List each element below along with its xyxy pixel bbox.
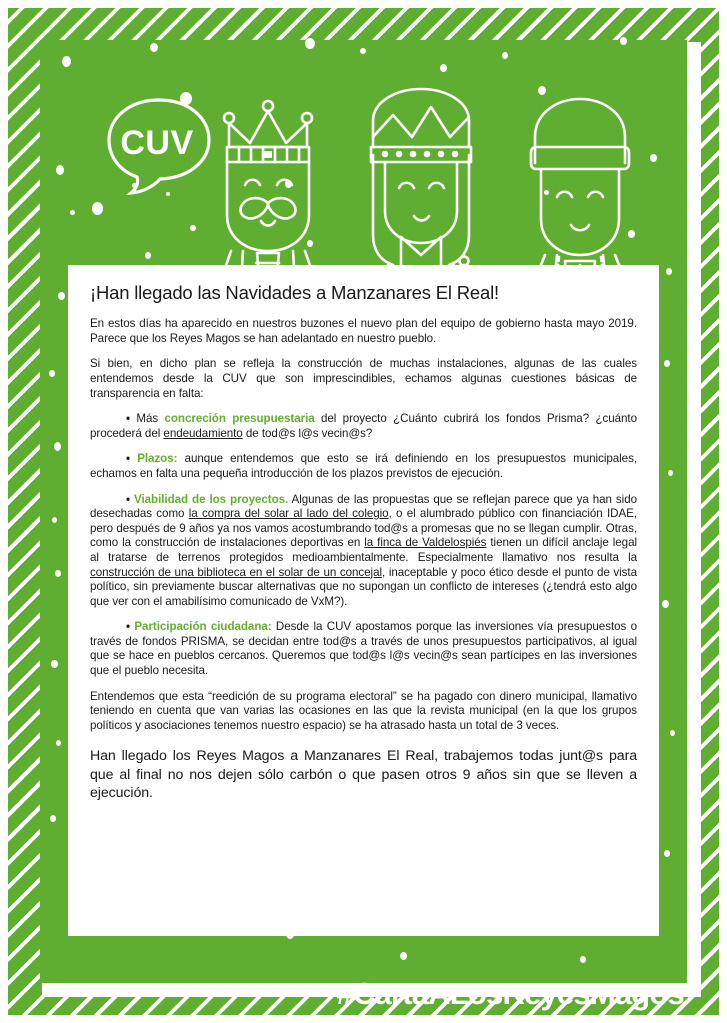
- bullet-viabilidad: [90, 493, 637, 610]
- bullet-underlined-term: endeudamiento: [163, 426, 243, 440]
- snow-dot: [58, 292, 65, 300]
- hashtag-label: #CartaALosReyesMagos: [336, 976, 684, 1011]
- bullet-underlined-term-colegio: la compra del solar al lado del colegio: [188, 507, 389, 521]
- snow-dot: [56, 165, 64, 175]
- bullet-body: aunque entendemos que esto se irá definiendo en los presupuestos municipales, echamos en falta una pequeña introducción de los plazos previstos de ejecución.: [90, 452, 637, 480]
- bullet-highlight: Participación ciudadana:: [134, 620, 272, 634]
- bullet-seg3: tienen un difícil anclaje legal al tratarse de terrenos protegidos medioambientalmente. Especialmente llamativo nos resulta la: [90, 536, 638, 564]
- snow-dot: [54, 442, 61, 451]
- bullet-seg2: , o el alumbrado público con financiación IDAE, pero después de 9 años ya nos vamos acostumbrando tod@s a promesas que no se llegan cumplir. Otras, como la construcción de instalaciones deportivas en: [90, 507, 637, 550]
- snow-dot: [400, 952, 407, 960]
- content-card: [68, 265, 659, 936]
- snow-dot: [664, 850, 670, 857]
- bullet-highlight: Plazos:: [137, 452, 178, 466]
- bullet-body-b: de tod@s l@s vecin@s?: [242, 426, 373, 440]
- paragraph-intro: En estos días ha aparecido en nuestros buzones el nuevo plan del equipo de gobierno hasta mayo 2019. Parece que los Reyes Magos se han adelantado en nuestro pueblo.: [90, 317, 637, 345]
- snow-dot: [190, 225, 196, 231]
- paragraph-revista: Entendemos que esta “reedición de su programa electoral” se ha pagado con dinero municipal, llamativo teniendo en cuenta que van varias las ocasiones en las que la revista municipal (en la que los grupos políticos y asociaciones tenemos nuestro espacio) se ha atrasado hasta un total de 3 veces.: [90, 689, 637, 732]
- snow-dot: [620, 37, 627, 45]
- snow-dot: [92, 202, 103, 215]
- bullet-underlined-term-valdelospies: la finca de Valdelospiés: [364, 536, 487, 550]
- bullet-participacion: [90, 620, 637, 678]
- snow-dot: [55, 570, 61, 577]
- bullet-marker: •: [126, 620, 131, 634]
- snow-dot: [50, 815, 56, 822]
- snow-dot: [662, 600, 669, 608]
- bullet-marker: •: [126, 452, 131, 466]
- bullet-seg4: , inaceptable y poco ético desde el punto de vista político, sin previamente buscar alternativas que no supongan un conflicto de intereses (¿tendrá esto algo que ver con el amabilísimo comunicado de VxM?).: [90, 565, 637, 608]
- bullet-highlight: Viabilidad de los proyectos.: [134, 492, 289, 506]
- paragraph-final: Han llegado los Reyes Magos a Manzanares El Real, trabajemos todas junt@s para que al final no nos dejen sólo carbón o que pasen otros 9 años sin que se lleven a ejecución.: [90, 748, 637, 802]
- snow-dot: [360, 48, 366, 54]
- bullet-seg1: Algunas de las propuestas que se reflejan parece que ya han sido desechadas como: [90, 492, 638, 521]
- bullet-marker: •: [126, 412, 131, 426]
- snow-dot: [580, 956, 586, 963]
- bullet-plazos: [90, 452, 637, 481]
- snow-dot: [664, 360, 670, 367]
- page-title: ¡Han llegado las Navidades a Manzanares El Real!: [90, 282, 499, 303]
- snow-dot: [51, 660, 58, 668]
- bullet-marker: •: [126, 492, 131, 506]
- bullet-body: Desde la CUV apostamos porque las inversiones vía presupuestos o través de fondos PRISMA, se decidan entre tod@s a través de unos presupuestos participativos, al igual que se hace en pueblos cercanos. Queremos que tod@s l@s vecin@s sean partícipes en las inversiones que el pueblo necesita.: [90, 620, 638, 678]
- cuv-logo: [103, 95, 215, 195]
- snow-dot: [670, 730, 675, 736]
- snow-dot: [440, 64, 447, 72]
- snow-dot: [668, 470, 673, 476]
- snow-dot: [145, 252, 151, 259]
- bullet-lead: Más: [136, 412, 159, 426]
- cuv-logo-text: CUV: [120, 124, 194, 162]
- snow-dot: [52, 517, 57, 523]
- snow-dot: [62, 56, 71, 67]
- bullet-highlight: concreción presupuestaria: [164, 412, 315, 426]
- bullet-body-a: del proyecto ¿Cuánto cubrirá los fondos Prisma? ¿cuánto procederá del: [90, 412, 637, 440]
- bullet-concrecion: [90, 412, 637, 441]
- bullet-underlined-term-biblioteca: construcción de una biblioteca en el solar de un concejal: [90, 565, 383, 579]
- snow-dot: [502, 52, 508, 59]
- snow-dot: [56, 740, 61, 746]
- snow-dot: [70, 210, 75, 215]
- paragraph-context: Si bien, en dicho plan se refleja la construcción de muchas instalaciones, algunas de las cuales entendemos desde la CUV que son imprescindibles, echamos algunas cuestiones básicas de transparencia en falta:: [90, 357, 637, 400]
- snow-dot: [49, 370, 55, 377]
- snow-dot: [305, 38, 315, 49]
- snow-dot: [150, 43, 158, 52]
